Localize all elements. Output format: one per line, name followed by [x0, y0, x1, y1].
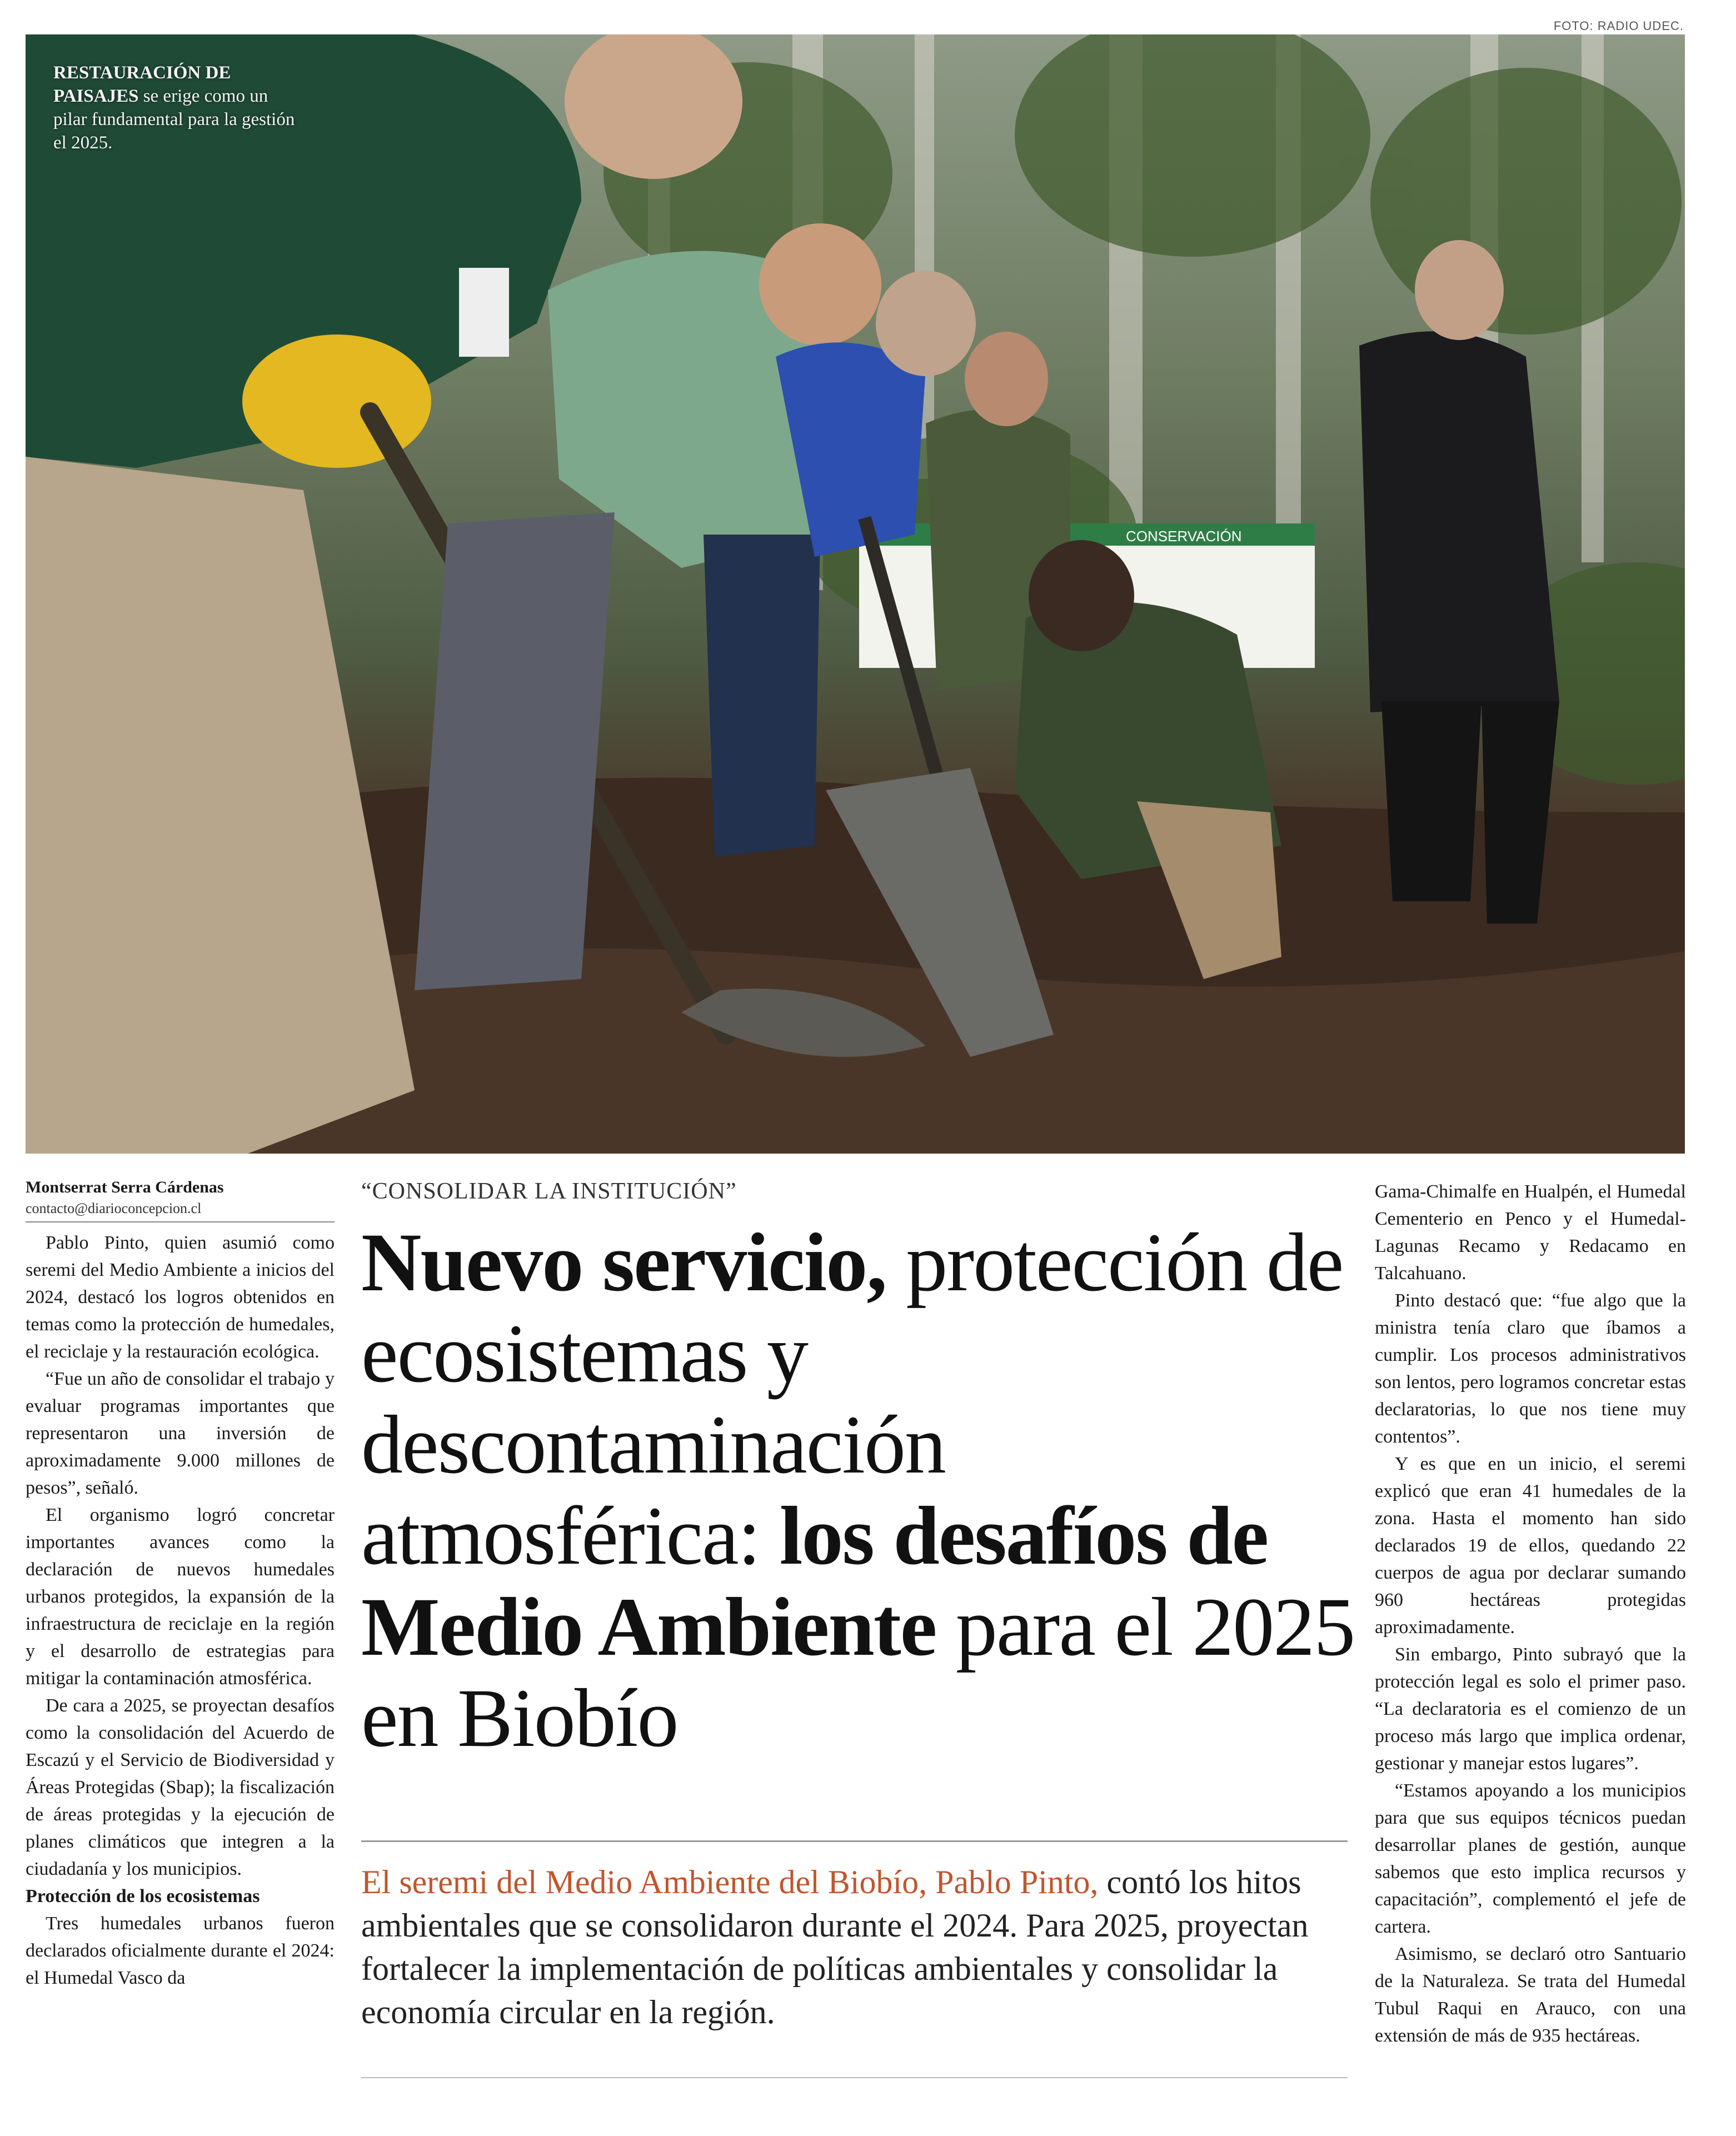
lede-highlight: El seremi del Medio Ambiente del Biobío, Pablo Pinto,	[361, 1864, 1099, 1900]
lede-text: contó los hitos ambientales que se consolidaron durante el 2024. Para 2025, proyectan fortalecer la implementación de políticas ambientales y consolidar la economía circular en la región.	[361, 1864, 1309, 2030]
right-paragraph-1: Pinto destacó que: “fue algo que la ministra tenía claro que íbamos a cumplir. Los procesos administrativos son lentos, pero logramos concretar estas declaratorias, lo que nos tiene muy contentos”.	[1375, 1290, 1686, 1447]
left-subhead: Protección de los ecosistemas	[26, 1886, 260, 1907]
sign-label: CONSERVACIÓN	[1126, 528, 1242, 545]
article-photo	[26, 34, 1685, 1154]
photo-caption	[53, 61, 298, 154]
left-paragraph-5: Tres humedales urbanos fueron declarados oficialmente durante el 2024: el Humedal Vasco da	[26, 1913, 335, 1988]
byline-divider	[26, 1221, 335, 1222]
lede	[361, 1860, 1350, 2034]
right-paragraph-3: Sin embargo, Pinto subrayó que la protección legal es solo el primer paso. “La declaratoria es el comienzo de un proceso más largo que implica ordenar, gestionar y manejar estos lugares”.	[1375, 1644, 1686, 1774]
headline-regular-1: protección de ecosistemas y descontaminación atmosférica:	[361, 1216, 1343, 1582]
photo-credit: FOTO: RADIO UDEC.	[1553, 19, 1684, 33]
headline-bold-2: los desafíos de Medio Ambiente	[361, 1490, 1268, 1673]
photo-illustration	[26, 34, 1685, 1154]
caption-text: se erige como un pilar fundamental para la gestión el 2025.	[53, 86, 295, 153]
caption-bold: RESTAURACIÓN DE PAISAJES	[53, 63, 231, 106]
left-paragraph-2: “Fue un año de consolidar el trabajo y evaluar programas importantes que representaron una inversión de aproximadamente 9.000 millones de pesos”, señaló.	[26, 1369, 335, 1498]
right-paragraph-0: Gama-Chimalfe en Hualpén, el Humedal Cementerio en Penco y el Humedal-Lagunas Recamo y Redacamo en Talcahuano.	[1375, 1181, 1686, 1284]
left-paragraph-3: El organismo logró concretar importantes avances como la declaración de nuevos humedales urbanos protegidos, la expansión de la infraestructura de reciclaje en la región y el desarrollo de estrategias para mitigar la contaminación atmosférica.	[26, 1505, 335, 1689]
headline-divider	[361, 1840, 1348, 1842]
right-paragraph-5: Asimismo, se declaró otro Santuario de la Naturaleza. Se trata del Humedal Tubul Raqui en Arauco, con una extensión de más de 935 hectáreas.	[1375, 1944, 1686, 2046]
left-column	[26, 1229, 335, 1992]
headline-bold-1: Nuevo servicio,	[361, 1216, 886, 1309]
headline	[361, 1217, 1361, 1764]
headline-regular-2: para el 2025 en Biobío	[361, 1581, 1355, 1764]
lede-divider	[361, 2077, 1348, 2078]
right-column	[1375, 1178, 1686, 2049]
left-paragraph-4: De cara a 2025, se proyectan desafíos como la consolidación del Acuerdo de Escazú y el Servicio de Biodiversidad y Áreas Protegidas (Sbap); la fiscalización de áreas protegidas y la ejecución de planes climáticos que integren a la ciudadanía y los municipios.	[26, 1695, 335, 1879]
kicker: “CONSOLIDAR LA INSTITUCIÓN”	[361, 1179, 737, 1204]
byline-name: Montserrat Serra Cárdenas	[26, 1178, 224, 1196]
left-paragraph-1: Pablo Pinto, quien asumió como seremi del Medio Ambiente a inicios del 2024, destacó los logros obtenidos en temas como la protección de humedales, el reciclaje y la restauración ecológica.	[26, 1232, 335, 1362]
right-paragraph-2: Y es que en un inicio, el seremi explicó que eran 41 humedales de la zona. Hasta el momento han sido declarados 19 de ellos, quedando 22 cuerpos de agua por declarar sumando 960 hectáreas protegidas aproximadamente.	[1375, 1454, 1686, 1638]
right-paragraph-4: “Estamos apoyando a los municipios para que sus equipos técnicos puedan desarrollar planes de gestión, aunque sabemos que esto implica recursos y capacitación”, complementó el jefe de cartera.	[1375, 1780, 1686, 1937]
byline-email[interactable]: contacto@diarioconcepcion.cl	[26, 1200, 202, 1216]
